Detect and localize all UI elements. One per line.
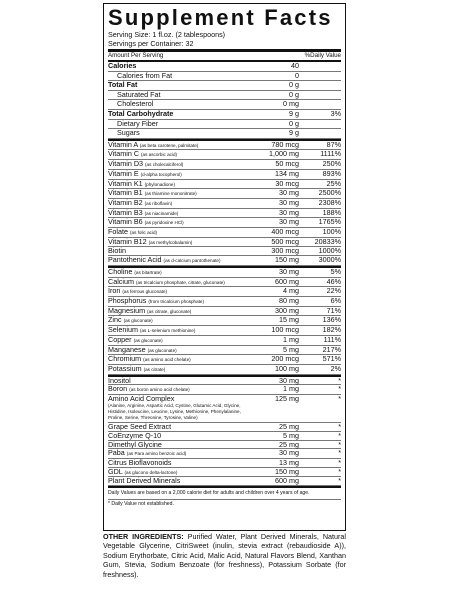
- nutrient-amount: 300 mg: [275, 305, 299, 315]
- nutrient-name-cell: [108, 256, 247, 265]
- nutrient-row: [108, 441, 341, 450]
- nutrient-source: (as ascorbic acid): [141, 152, 178, 158]
- other-ingredients-text: Purified Water, Plant Derived Minerals, Natural Vegetable Glycerine, CitriSweet (inulin, stevia extract (rebaudioside A)), Sodium Erythorbate, Citric Acid, Malic Acid, Natural Flavors Blend, Xanthan Gum, Stevia, Sodium Benzoate (for freshness), Potassium Sorbate (for freshness).: [103, 532, 346, 579]
- vitamins-section: [108, 139, 341, 266]
- nutrient-row: [108, 459, 341, 468]
- nutrient-row: [108, 81, 341, 91]
- nutrient-daily-value: 1111%: [320, 149, 341, 159]
- nutrient-row: [108, 377, 341, 386]
- nutrient-daily-value: 3000%: [318, 255, 341, 265]
- other-ingredients-label: OTHER INGREDIENTS:: [103, 532, 184, 541]
- nutrient-name-cell: [108, 81, 247, 90]
- nutrient-name-cell: [108, 72, 247, 81]
- nutrient-daily-value: 1000%: [318, 246, 341, 256]
- nutrient-name-cell: [108, 199, 247, 208]
- nutrient-name-cell: [108, 209, 247, 218]
- nutrient-daily-value: 188%: [322, 207, 341, 217]
- nutrient-name: Phosphorus: [108, 297, 147, 305]
- nutrient-name: Biotin: [108, 247, 126, 256]
- nutrient-name: Vitamin B3: [108, 208, 143, 217]
- nutrient-name: Sugars: [117, 129, 140, 138]
- nutrient-row: [108, 326, 341, 336]
- nutrient-row: [108, 468, 341, 478]
- nutrient-name: Zinc: [108, 316, 122, 325]
- nutrient-name: Boron: [108, 385, 128, 394]
- nutrient-row: [108, 336, 341, 346]
- nutrient-amount: 150 mg: [275, 466, 299, 476]
- nutrient-daily-value: *: [338, 430, 341, 440]
- nutrient-name: Vitamin B6: [108, 218, 143, 227]
- nutrient-daily-value: 25%: [326, 178, 341, 188]
- servings-per-container: Servings per Container: 32: [108, 39, 194, 48]
- nutrient-source: (as glucono delta-lactone): [124, 469, 178, 475]
- nutrient-row: [108, 365, 341, 375]
- nutrient-row: [108, 346, 341, 356]
- nutrient-name-cell: [108, 180, 247, 189]
- nutrient-amount: 50 mcg: [275, 159, 299, 169]
- nutrient-amount: 30 mg: [279, 375, 299, 385]
- nutrient-name-cell: [108, 129, 247, 138]
- nutrient-row: [108, 180, 341, 190]
- nutrient-daily-value: *: [338, 384, 341, 394]
- nutrient-daily-value: [299, 81, 341, 90]
- nutrient-daily-value: [299, 91, 341, 100]
- nutrient-row: [108, 278, 341, 288]
- nutrient-name-cell: [108, 441, 247, 449]
- minerals-section: [108, 266, 341, 375]
- nutrient-row: [108, 100, 341, 110]
- nutrient-source: (as L-selenium methionine): [139, 328, 196, 334]
- nutrient-amount: 25 mg: [279, 422, 299, 432]
- nutrient-row: [108, 150, 341, 160]
- nutrient-name-cell: [108, 170, 247, 179]
- nutrient-name: CoEnzyme Q-10: [108, 431, 162, 440]
- nutrient-amount: 5 mg: [283, 430, 299, 440]
- amount-per-serving-label: Amount Per Serving: [108, 52, 164, 59]
- nutrient-name-cell: [108, 278, 247, 287]
- nutrient-row: [108, 238, 341, 248]
- nutrient-name-cell: [108, 120, 247, 129]
- nutrient-source: (as bitartrate): [134, 269, 162, 275]
- nutrient-daily-value: [299, 100, 341, 109]
- nutrient-name: Total Carbohydrate: [108, 109, 174, 118]
- nutrient-name-cell: [108, 141, 247, 150]
- nutrient-daily-value: *: [338, 476, 341, 486]
- nutrient-name: Plant Derived Minerals: [108, 477, 181, 486]
- nutrient-row: [108, 256, 341, 266]
- nutrient-source: (as gluconate): [133, 337, 163, 343]
- nutrient-name: Total Fat: [108, 81, 138, 90]
- nutrient-row: [108, 129, 341, 139]
- nutrient-daily-value: 136%: [322, 315, 341, 325]
- nutrient-amount: 134 mg: [275, 168, 299, 178]
- nutrient-amount: 1 mg: [283, 334, 299, 344]
- nutrient-row: [108, 423, 341, 432]
- nutrient-amount: 400 mcg: [271, 227, 299, 237]
- nutrient-name-cell: [108, 385, 247, 394]
- nutrient-amount: 150 mg: [275, 255, 299, 265]
- nutrient-amount: 100 mg: [275, 363, 299, 373]
- nutrient-amount: 15 mg: [279, 315, 299, 325]
- supplement-facts-panel: [103, 3, 346, 531]
- nutrient-row: [108, 385, 341, 395]
- nutrient-amount: 300 mcg: [271, 246, 299, 256]
- nutrient-row: [108, 110, 341, 120]
- nutrient-amount: 30 mg: [279, 197, 299, 207]
- nutrient-daily-value: 46%: [326, 276, 341, 286]
- nutrient-daily-value: 2308%: [318, 197, 341, 207]
- nutrient-amount: 1 mg: [283, 384, 299, 394]
- nutrient-name-cell: [108, 477, 247, 485]
- nutrient-amount: 13 mg: [279, 458, 299, 468]
- panel-title: Supplement Facts: [108, 5, 333, 30]
- amino-acid-list: (Alanine, Arginine, Aspartic Acid, Cystine, Glutamic Acid, Glycine, Histidine, Isoleucine, Leucine, Lysine, Methionine, Phenylalanine, Proline, Serine, Threonine, Tyrosine, Valine): [108, 403, 241, 421]
- nutrient-daily-value: 20833%: [314, 236, 341, 246]
- nutrient-amount: 40: [291, 61, 299, 70]
- nutrient-name-cell: [108, 62, 247, 71]
- nutrient-name: Pantothenic Acid: [108, 256, 162, 265]
- nutrient-name-cell: [108, 287, 247, 296]
- nutrient-name-cell: [108, 395, 247, 422]
- nutrient-daily-value: 2%: [330, 363, 341, 373]
- nutrient-daily-value: *: [338, 448, 341, 458]
- nutrient-daily-value: *: [338, 466, 341, 476]
- nutrient-name-cell: [108, 110, 247, 119]
- daily-value-footnote: Daily Values are based on a 2,000 calorie diet for adults and children over 4 years of age.: [108, 486, 341, 497]
- nutrient-amount: 30 mg: [279, 188, 299, 198]
- nutrient-source: (as niacinamide): [144, 210, 179, 216]
- nutrient-name-cell: [108, 326, 247, 335]
- nutrient-name-cell: [108, 297, 247, 306]
- nutrient-daily-value: [299, 120, 341, 129]
- nutrient-source: (as tricalcium phosphate, citrate, gluconate): [135, 279, 225, 285]
- nutrient-name-cell: [108, 238, 247, 247]
- nutrient-name-cell: [108, 377, 247, 385]
- nutrient-daily-value: 87%: [326, 139, 341, 149]
- nutrient-name: Magnesium: [108, 306, 146, 315]
- nutrient-source: (as thiamine mononitrate): [144, 191, 197, 197]
- nutrient-source: (as gluconate): [147, 347, 177, 353]
- nutrient-amount: 5 mg: [283, 344, 299, 354]
- nutrient-row: [108, 209, 341, 219]
- column-header: [108, 52, 341, 62]
- nutrient-daily-value: 22%: [326, 286, 341, 296]
- nutrient-row: [108, 287, 341, 297]
- nutrient-name: Vitamin B12: [108, 237, 147, 246]
- nutrient-name: Calories: [108, 62, 137, 70]
- nutrient-name: Vitamin B2: [108, 198, 143, 207]
- nutrient-name-cell: [108, 346, 247, 355]
- nutrient-amount: 0 g: [289, 89, 299, 99]
- nutrient-row: [108, 355, 341, 365]
- nutrient-row: [108, 228, 341, 238]
- nutrient-amount: 30 mg: [279, 448, 299, 458]
- nutrient-daily-value: 182%: [322, 325, 341, 335]
- nutrient-daily-value: 6%: [330, 296, 341, 305]
- nutrient-amount: 30 mg: [279, 217, 299, 227]
- nutrient-name: Grape Seed Extract: [108, 423, 172, 431]
- nutrient-row: [108, 62, 341, 72]
- nutrient-source: (as amino acid chelate): [143, 357, 191, 363]
- nutrient-name-cell: [108, 316, 247, 325]
- nutrient-amount: 80 mg: [279, 296, 299, 305]
- nutrient-source: (phylonadione): [144, 181, 176, 187]
- other-ingredients: [103, 532, 346, 579]
- macros-section: [108, 62, 341, 139]
- nutrient-amount: 600 mg: [275, 276, 299, 286]
- nutrient-row: [108, 477, 341, 486]
- nutrient-name-cell: [108, 459, 247, 467]
- nutrient-name-cell: [108, 160, 247, 169]
- nutrient-name-cell: [108, 268, 247, 277]
- nutrient-daily-value: 71%: [326, 305, 341, 315]
- nutrient-name: Saturated Fat: [117, 90, 161, 99]
- nutrient-amount: 1,000 mg: [269, 149, 299, 159]
- nutrient-name-cell: [108, 218, 247, 227]
- nutrient-amount: 30 mg: [279, 266, 299, 276]
- nutrient-name-cell: [108, 468, 247, 477]
- nutrient-row: [108, 141, 341, 151]
- nutrient-source: (as beta carotene, palmitate): [139, 142, 199, 148]
- nutrient-name: Vitamin A: [108, 140, 138, 149]
- nutrient-daily-value: 1765%: [318, 217, 341, 227]
- nutrient-row: [108, 72, 341, 82]
- nutrient-row: [108, 432, 341, 441]
- nutrient-daily-value: *: [338, 422, 341, 432]
- nutrient-name: Vitamin K1: [108, 179, 143, 188]
- nutrient-name: Copper: [108, 335, 132, 344]
- nutrient-name-cell: [108, 189, 247, 198]
- nutrient-amount: 30 mg: [279, 207, 299, 217]
- nutrient-name: Folate: [108, 228, 128, 237]
- nutrient-row: [108, 268, 341, 278]
- not-established-footnote: * Daily Value not established.: [108, 499, 341, 508]
- nutrient-name-cell: [108, 91, 247, 100]
- nutrient-row: [108, 91, 341, 101]
- nutrient-name-cell: [108, 247, 247, 255]
- nutrient-daily-value: 571%: [322, 354, 341, 364]
- nutrient-name-cell: [108, 336, 247, 345]
- nutrient-name: Chromium: [108, 355, 142, 364]
- nutrient-name: Amino Acid Complex: [108, 395, 175, 404]
- nutrient-row: [108, 297, 341, 307]
- nutrient-daily-value: 893%: [322, 168, 341, 178]
- nutrient-source: (as d-calcium pantothenate): [163, 258, 221, 264]
- other-nutrients-section: [108, 375, 341, 487]
- nutrient-name: Paba: [108, 449, 125, 458]
- nutrient-amount: 9 g: [289, 108, 299, 118]
- nutrient-name: Citrus Bioflavonoids: [108, 459, 172, 467]
- nutrient-amount: 100 mcg: [271, 325, 299, 335]
- nutrient-name-cell: [108, 365, 247, 374]
- nutrient-source: (as Para amino benzoic acid): [126, 451, 187, 457]
- nutrient-amount: 500 mcg: [271, 236, 299, 246]
- nutrient-source: (as gluconate): [123, 318, 153, 324]
- nutrient-name-cell: [108, 150, 247, 159]
- daily-value-label: %Daily Value: [304, 52, 341, 59]
- serving-size: Serving Size: 1 fl.oz. (2 tablespoons): [108, 30, 226, 39]
- nutrient-name: GDL: [108, 467, 123, 476]
- nutrient-amount: 25 mg: [279, 439, 299, 449]
- nutrient-daily-value: *: [338, 458, 341, 468]
- nutrient-row: [108, 199, 341, 209]
- nutrient-source: (as cholecalciferol): [145, 162, 184, 168]
- nutrient-name-cell: [108, 432, 247, 440]
- nutrient-name: Manganese: [108, 345, 146, 354]
- nutrient-source: (as methylcobalamin): [148, 239, 193, 245]
- nutrient-name-cell: [108, 449, 247, 458]
- nutrient-source: (as boron amino acid chelate): [129, 387, 190, 393]
- nutrient-daily-value: [299, 62, 341, 71]
- nutrient-amount: 9 g: [289, 128, 299, 138]
- nutrient-name: Inositol: [108, 376, 131, 385]
- nutrient-name-cell: [108, 100, 247, 109]
- nutrient-daily-value: 3%: [330, 108, 341, 118]
- nutrient-source: (as pyridoxine HCl): [144, 220, 184, 226]
- nutrient-daily-value: 2500%: [318, 188, 341, 198]
- nutrient-daily-value: *: [338, 439, 341, 449]
- nutrient-source: (as ferrous gluconate): [122, 289, 168, 295]
- nutrient-amount: 780 mcg: [271, 139, 299, 149]
- nutrient-daily-value: [299, 72, 341, 81]
- nutrient-source: (as citrate): [143, 366, 166, 372]
- nutrient-amount: 0 g: [289, 80, 299, 90]
- nutrient-source: (as folic acid): [129, 230, 158, 236]
- nutrient-source: (as citrate, gluconate): [147, 308, 192, 314]
- nutrient-name: Vitamin B1: [108, 189, 143, 198]
- nutrient-daily-value: 217%: [322, 344, 341, 354]
- nutrient-amount: 30 mcg: [275, 178, 299, 188]
- nutrient-source: (as riboflavin): [144, 200, 173, 206]
- nutrient-row: [108, 218, 341, 228]
- nutrient-row: [108, 170, 341, 180]
- nutrient-daily-value: [299, 129, 341, 138]
- nutrient-source: (from tricalcium phosphate): [148, 299, 205, 304]
- nutrient-row: [108, 395, 341, 423]
- nutrient-daily-value: *: [338, 375, 341, 385]
- nutrient-name-cell: [108, 355, 247, 364]
- nutrient-daily-value: 100%: [322, 227, 341, 237]
- nutrient-name: Dimethyl Glycine: [108, 440, 162, 449]
- nutrient-name: Vitamin C: [108, 150, 140, 159]
- nutrient-daily-value: *: [338, 394, 341, 404]
- nutrient-amount: 4 mg: [283, 286, 299, 296]
- nutrient-name: Potassium: [108, 364, 142, 373]
- nutrient-name: Dietary Fiber: [117, 119, 159, 128]
- nutrient-name: Selenium: [108, 326, 138, 335]
- nutrient-amount: 0 g: [289, 118, 299, 128]
- nutrient-row: [108, 189, 341, 199]
- nutrient-row: [108, 160, 341, 170]
- nutrient-row: [108, 307, 341, 317]
- nutrient-amount: 125 mg: [275, 394, 299, 404]
- nutrient-name: Iron: [108, 287, 121, 296]
- nutrient-row: [108, 316, 341, 326]
- nutrient-daily-value: 5%: [330, 266, 341, 276]
- nutrient-daily-value: 250%: [322, 159, 341, 169]
- nutrient-row: [108, 449, 341, 459]
- nutrient-name: Choline: [108, 267, 133, 276]
- nutrient-name: Calories from Fat: [117, 71, 173, 80]
- nutrient-name: Cholesterol: [117, 100, 154, 109]
- nutrient-amount: 0: [295, 70, 299, 80]
- nutrient-name: Vitamin D3: [108, 160, 144, 169]
- nutrient-amount: 200 mcg: [271, 354, 299, 364]
- nutrient-row: [108, 247, 341, 256]
- nutrient-row: [108, 120, 341, 130]
- nutrient-source: (d-alpha tocopherol): [140, 171, 182, 177]
- nutrient-name: Calcium: [108, 277, 134, 286]
- nutrient-amount: 600 mg: [275, 476, 299, 486]
- nutrient-amount: 0 mg: [283, 99, 299, 109]
- nutrient-name-cell: [108, 423, 247, 431]
- nutrient-name: Vitamin E: [108, 169, 139, 178]
- nutrient-name-cell: [108, 307, 247, 316]
- nutrient-daily-value: 111%: [323, 334, 341, 344]
- nutrient-name-cell: [108, 228, 247, 237]
